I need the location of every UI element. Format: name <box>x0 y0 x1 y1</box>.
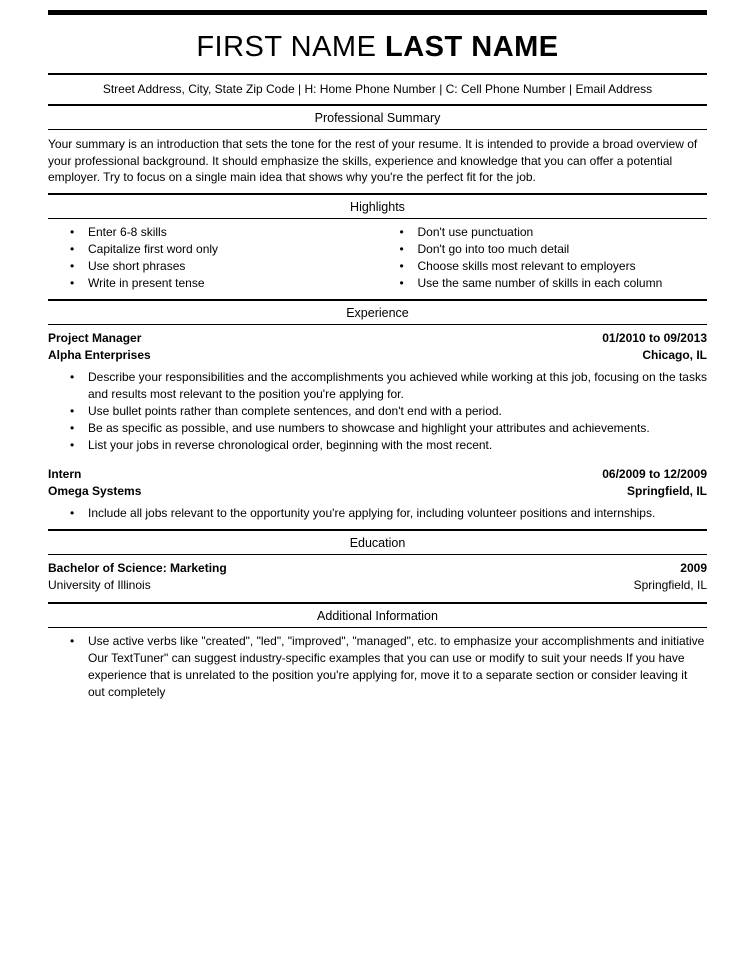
job-company: Alpha Enterprises <box>48 347 151 362</box>
job-dates: 06/2009 to 12/2009 <box>602 466 707 481</box>
education-year: 2009 <box>680 561 707 576</box>
highlights-left-list <box>48 219 378 299</box>
education-entry <box>48 555 707 602</box>
bullet-item: • Enter 6-8 skills <box>48 224 378 241</box>
section-highlights-head <box>48 193 707 219</box>
job-entry-header <box>48 325 707 364</box>
bullet-item: • Describe your responsibilities and the accomplishments you achieved while working at this job, focusing on the tasks and results most relevant to the position you're applying for. <box>48 369 707 403</box>
job-bullet-list <box>48 364 707 461</box>
section-education-head <box>48 529 707 555</box>
job-entry-header <box>48 461 707 500</box>
additional-information-list <box>48 628 707 708</box>
contact-line: Street Address, City, State Zip Code | H: Home Phone Number | C: Cell Phone Number | Email Address <box>102 82 653 96</box>
section-experience-head <box>48 299 707 325</box>
job-bullet-list <box>48 500 707 529</box>
bullet-item: • List your jobs in reverse chronological order, beginning with the most recent. <box>48 437 707 454</box>
highlights-columns <box>48 219 707 299</box>
section-title-highlights: Highlights <box>48 195 707 219</box>
section-professional-summary-head <box>48 104 707 130</box>
bullet-item: • Include all jobs relevant to the opportunity you're applying for, including volunteer positions and internships. <box>48 505 707 522</box>
job-title-row <box>48 466 707 483</box>
last-name: LAST NAME <box>384 31 559 63</box>
job-role: Project Manager <box>48 330 142 345</box>
job-company: Omega Systems <box>48 484 142 499</box>
section-additional-information-head <box>48 602 707 628</box>
job-location: Chicago, IL <box>642 347 707 362</box>
section-title-education: Education <box>48 531 707 555</box>
section-title-additional-information: Additional Information <box>48 604 707 628</box>
education-degree: Bachelor of Science: Marketing <box>48 561 227 576</box>
top-divider-bar <box>48 10 707 15</box>
highlights-left-column <box>48 219 378 299</box>
bullet-item: • Be as specific as possible, and use numbers to showcase and highlight your attributes and achievements. <box>48 420 707 437</box>
highlights-right-column <box>378 219 708 299</box>
name-heading <box>48 31 707 64</box>
bullet-item: • Use short phrases <box>48 258 378 275</box>
education-degree-row <box>48 560 707 577</box>
bullet-item: • Write in present tense <box>48 275 378 292</box>
section-title-experience: Experience <box>48 301 707 325</box>
highlights-right-list <box>378 219 708 299</box>
job-company-row <box>48 347 707 364</box>
bullet-item: • Don't use punctuation <box>378 224 708 241</box>
education-school: University of Illinois <box>48 578 151 593</box>
bullet-item: • Use the same number of skills in each column <box>378 275 708 292</box>
job-location: Springfield, IL <box>627 484 707 499</box>
education-school-row <box>48 577 707 594</box>
bullet-item: • Use active verbs like "created", "led", "improved", "managed", etc. to emphasize your accomplishments and initiative Our TextTuner" can suggest industry-specific examples that you can use or modify to suit your needs If you have experience that is unrelated to the position you're applying for, move it to a separate section or consider leaving it out completely <box>48 633 707 701</box>
education-location: Springfield, IL <box>633 578 707 593</box>
bullet-item: • Capitalize first word only <box>48 241 378 258</box>
first-name: FIRST NAME <box>196 31 377 63</box>
bullet-item: • Choose skills most relevant to employers <box>378 258 708 275</box>
job-role: Intern <box>48 466 82 481</box>
bullet-item: • Use bullet points rather than complete sentences, and don't end with a period. <box>48 403 707 420</box>
professional-summary-text: Your summary is an introduction that sets the tone for the rest of your resume. It is intended to provide a broad overview of your professional background. It should emphasize the skills, experience and knowledge that you can offer a potential employer. Try to focus on a single main idea that shows why you're the perfect fit for the job. <box>48 137 698 185</box>
job-company-row <box>48 483 707 500</box>
bullet-item: • Don't go into too much detail <box>378 241 708 258</box>
job-dates: 01/2010 to 09/2013 <box>602 330 707 345</box>
job-title-row <box>48 330 707 347</box>
section-title-professional-summary: Professional Summary <box>48 106 707 130</box>
